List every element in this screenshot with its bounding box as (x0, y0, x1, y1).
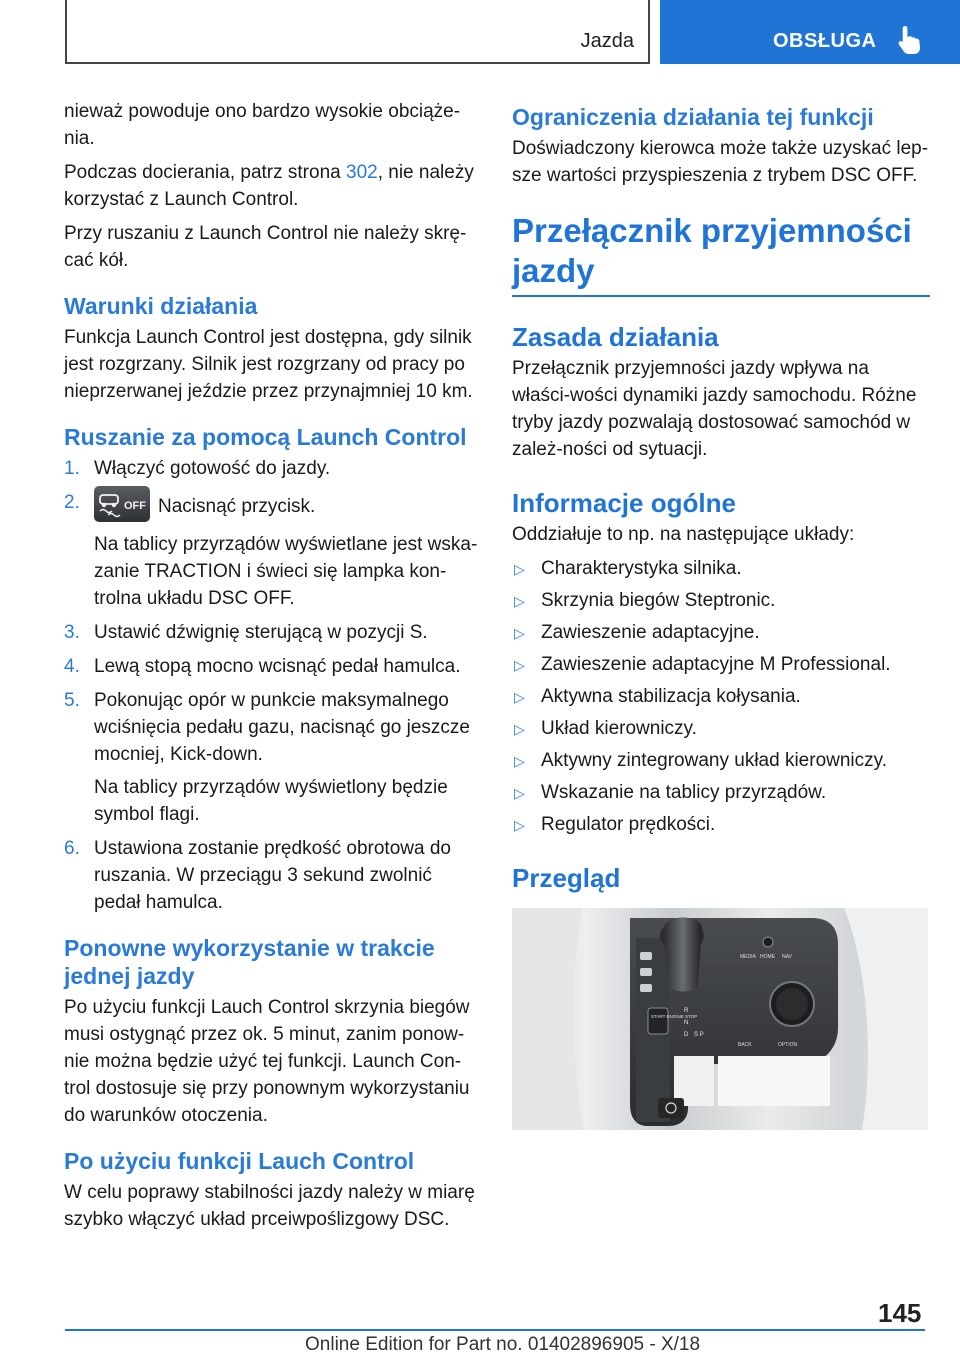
step-note: Na tablicy przyrządów wyświetlane jest wska-zanie TRACTION i świeci się lampka kon-trolna układu DSC OFF. (94, 534, 478, 609)
triangle-bullet-icon: ▷ (514, 689, 525, 705)
list-item (64, 489, 482, 612)
list-item (512, 619, 930, 646)
list-item-text: Charakterystyka silnika. (541, 558, 742, 579)
list-item (512, 683, 930, 710)
intro-paragraph-2 (64, 159, 482, 213)
step-number: 1. (64, 458, 80, 479)
triangle-bullet-icon: ▷ (514, 593, 525, 609)
list-item (64, 687, 482, 828)
step-text: Pokonując opór w punkcie maksymalnego wciśnięcia pedału gazu, nacisnąć go jeszcze mocniej, Kick-down. (94, 690, 470, 765)
page-reference-link[interactable]: 302 (346, 162, 378, 183)
list-item-text: Regulator prędkości. (541, 814, 716, 835)
after-use-heading: Po użyciu funkcji Lauch Control (64, 1148, 415, 1174)
edition-footer: Online Edition for Part no. 01402896905 - X/18 (305, 1334, 701, 1355)
option-button[interactable]: OPTION (778, 1042, 798, 1048)
triangle-bullet-icon: ▷ (514, 625, 525, 641)
step-text: Włączyć gotowość do jazdy. (94, 458, 331, 479)
list-item (512, 715, 930, 742)
list-item (512, 811, 930, 838)
media-button[interactable]: MEDIA (740, 954, 756, 960)
svg-text:OFF: OFF (124, 500, 146, 512)
step-number: 3. (64, 622, 80, 643)
gear-n-label: N (684, 1020, 689, 1026)
list-item-text: Wskazanie na tablicy przyrządów. (541, 782, 827, 803)
list-item (512, 651, 930, 678)
section-tab-label: OBSŁUGA (773, 30, 877, 52)
step-note: Na tablicy przyrządów wyświetlony będzie symbol flagi. (94, 777, 448, 825)
list-item (64, 455, 482, 482)
main-section-heading: Przełącznik przyjemności jazdy (512, 211, 930, 297)
step-number: 2. (64, 492, 80, 513)
reuse-text: Po użyciu funkcji Lauch Control skrzynia biegów musi ostygnąć przez ok. 5 minut, zanim ponow-nie można będzie użyć tej funkcji. Launch Con-trol dostosuje się przy ponownym wykorzystaniu do warunków otoczenia. (64, 997, 470, 1126)
limits-text: Doświadczony kierowca może także uzyskać lep-sze wartości przyspieszenia z trybem DSC OFF. (512, 138, 929, 186)
triangle-bullet-icon: ▷ (514, 817, 525, 833)
step-text: Nacisnąć przycisk. (158, 496, 316, 518)
limits-heading: Ograniczenia działania tej funkcji (512, 104, 874, 130)
step-number: 5. (64, 690, 80, 711)
list-item (512, 555, 930, 582)
triangle-bullet-icon: ▷ (514, 561, 525, 577)
gear-sp-label: S P (694, 1032, 704, 1038)
start-steps-list (64, 455, 482, 916)
list-item (64, 653, 482, 680)
list-item-text: Aktywny zintegrowany układ kierowniczy. (541, 750, 888, 771)
intro-paragraph-1: nieważ powoduje ono bardzo wysokie obciąże-nia. (64, 101, 461, 149)
section-tab[interactable] (660, 0, 960, 64)
principle-heading: Zasada działania (512, 322, 719, 352)
general-info-text: Oddziałuje to np. na następujące układy: (512, 524, 855, 545)
start-heading: Ruszanie za pomocą Launch Control (64, 424, 467, 450)
list-item-text: Zawieszenie adaptacyjne M Professional. (541, 654, 891, 675)
chapter-title: Jazda (580, 30, 634, 52)
list-item-text: Aktywna stabilizacja kołysania. (541, 686, 801, 707)
page-number: 145 (878, 1298, 922, 1328)
list-item (512, 747, 930, 774)
conditions-heading: Warunki działania (64, 293, 258, 319)
step-text: Lewą stopą mocno wcisnąć pedał hamulca. (94, 656, 461, 677)
pointing-hand-icon (896, 24, 924, 56)
dsc-off-button-icon (94, 486, 150, 522)
general-info-heading: Informacje ogólne (512, 488, 736, 518)
step-text: Ustawiona zostanie prędkość obrotowa do ruszania. W przeciągu 3 sekund zwolnić pedał hamulca. (94, 838, 451, 913)
home-button[interactable]: HOME (760, 954, 775, 960)
nav-button[interactable]: NAV (782, 954, 792, 960)
header-box (65, 0, 650, 64)
start-stop-button[interactable]: START ENGINE STOP (651, 1014, 698, 1019)
step-number: 4. (64, 656, 80, 677)
step-text: Ustawić dźwignię sterującą w pozycji S. (94, 622, 428, 643)
intro-p2-text-after: , nie należy korzystać z Launch Control. (64, 162, 474, 210)
right-column (512, 98, 930, 1130)
list-item (64, 835, 482, 916)
list-item (512, 587, 930, 614)
systems-list (512, 555, 930, 838)
back-button[interactable]: BACK (738, 1042, 752, 1048)
triangle-bullet-icon: ▷ (514, 721, 525, 737)
intro-paragraph-3: Przy ruszaniu z Launch Control nie należy skrę-cać kół. (64, 223, 467, 271)
after-use-text: W celu poprawy stabilności jazdy należy w miarę szybko włączyć układ prceiwpoślizgowy DSC. (64, 1182, 475, 1230)
center-console-photo (512, 908, 928, 1130)
triangle-bullet-icon: ▷ (514, 785, 525, 801)
list-item-text: Zawieszenie adaptacyjne. (541, 622, 760, 643)
gear-r-label: R (684, 1008, 689, 1014)
gear-d-label: D (684, 1032, 689, 1038)
list-item (64, 619, 482, 646)
list-item-text: Skrzynia biegów Steptronic. (541, 590, 776, 611)
step-number: 6. (64, 838, 80, 859)
principle-text: Przełącznik przyjemności jazdy wpływa na właści-wości dynamiki jazdy samochodu. Różne tryby jazdy pozwalają dostosować samochód w zależ-ności od sytuacji. (512, 358, 917, 460)
left-column (64, 98, 482, 1240)
triangle-bullet-icon: ▷ (514, 753, 525, 769)
reuse-heading: Ponowne wykorzystanie w trakcie jednej jazdy (64, 935, 435, 989)
list-item (512, 779, 930, 806)
conditions-text: Funkcja Launch Control jest dostępna, gdy silnik jest rozgrzany. Silnik jest rozgrzany od pracy po nieprzerwanej jeździe przez przynajmniej 10 km. (64, 327, 473, 402)
center-console-illustration (512, 908, 928, 1130)
triangle-bullet-icon: ▷ (514, 657, 525, 673)
list-item-text: Układ kierowniczy. (541, 718, 697, 739)
overview-heading: Przegląd (512, 863, 621, 893)
footer-divider (65, 1329, 925, 1331)
intro-p2-text-before: Podczas docierania, patrz strona (64, 162, 346, 183)
